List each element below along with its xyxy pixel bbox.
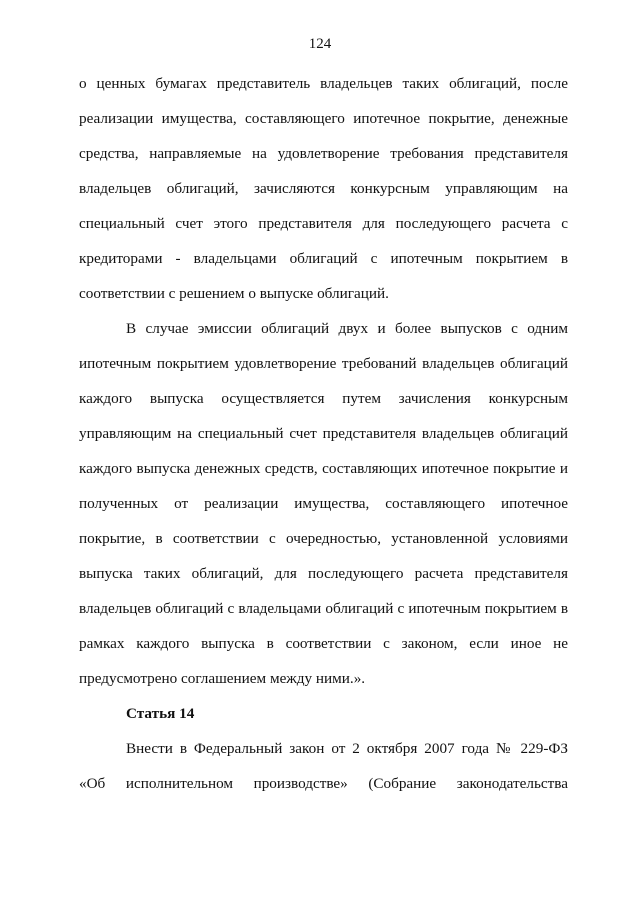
paragraph-1 — [79, 66, 568, 311]
text-line: соответствии с решением о выпуске облигаций. — [79, 285, 389, 302]
text-line: покрытие, в соответствии с очередностью, установленной условиями — [79, 530, 568, 547]
text-line: управляющим на специальный счет представителя владельцев облигаций — [79, 425, 568, 442]
document-body — [79, 66, 568, 801]
text-line: ипотечным покрытием удовлетворение требований владельцев облигаций — [79, 355, 568, 372]
article-heading: Статья 14 — [126, 705, 195, 722]
page-number: 124 — [308, 36, 332, 52]
paragraph-3 — [79, 731, 568, 801]
text-line: рамках каждого выпуска в соответствии с законом, если иное не — [79, 635, 568, 652]
text-line: кредиторами - владельцами облигаций с ипотечным покрытием в — [79, 250, 568, 267]
text-line: каждого выпуска осуществляется путем зачисления конкурсным — [79, 390, 568, 407]
text-line: средства, направляемые на удовлетворение требования представителя — [79, 145, 568, 162]
text-line: выпуска таких облигаций, для последующего расчета представителя — [79, 565, 568, 582]
text-line: специальный счет этого представителя для последующего расчета с — [79, 215, 568, 232]
text-line: каждого выпуска денежных средств, составляющих ипотечное покрытие и — [79, 460, 568, 477]
paragraph-2 — [79, 311, 568, 696]
text-line: Внести в Федеральный закон от 2 октября 2007 года № 229-ФЗ — [126, 740, 568, 757]
text-line: о ценных бумагах представитель владельцев таких облигаций, после — [79, 75, 568, 92]
text-line: предусмотрено соглашением между ними.». — [79, 670, 366, 687]
text-line: В случае эмиссии облигаций двух и более выпусков с одним — [126, 320, 568, 337]
text-line: реализации имущества, составляющего ипотечное покрытие, денежные — [79, 110, 568, 127]
text-line: полученных от реализации имущества, составляющего ипотечное — [79, 495, 568, 512]
text-line: «Об исполнительном производстве» (Собрание законодательства — [79, 775, 568, 792]
text-line: владельцев облигаций, зачисляются конкурсным управляющим на — [79, 180, 568, 197]
text-line: владельцев облигаций с владельцами облигаций с ипотечным покрытием в — [79, 600, 568, 617]
